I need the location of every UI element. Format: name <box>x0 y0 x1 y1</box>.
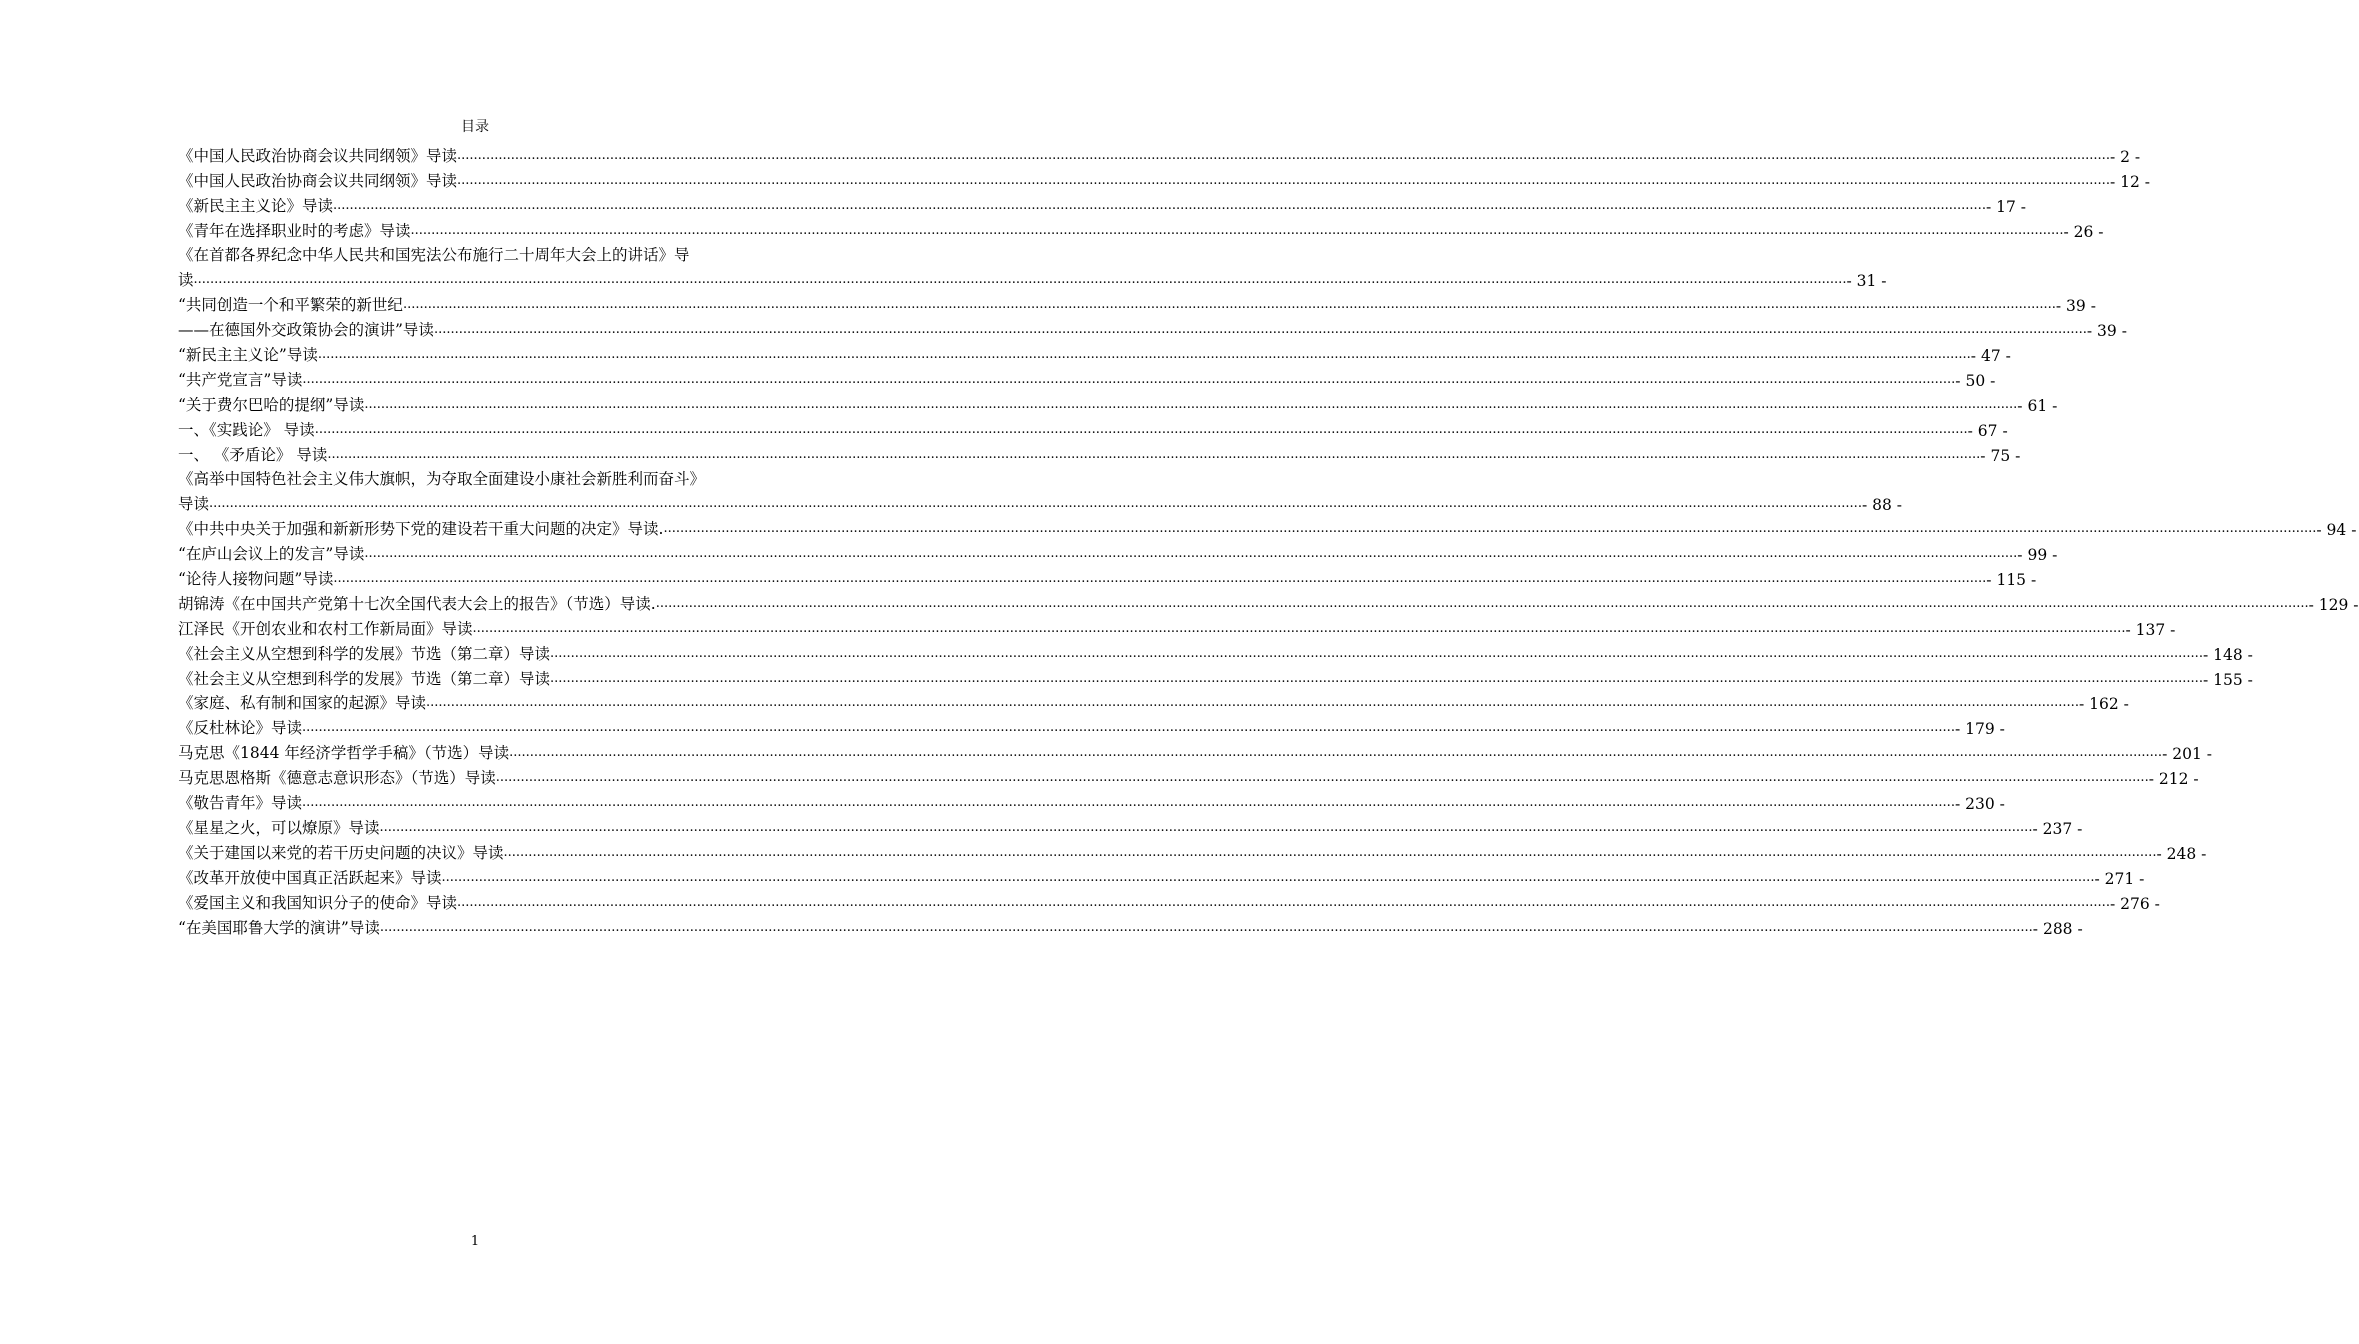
toc-entry-page: - 148 - <box>2202 645 2253 664</box>
toc-entry-page: - 2 - <box>2109 147 2141 166</box>
toc-entry-page: - 88 - <box>1861 496 1903 515</box>
toc-entry-title: 《反杜林论》导读 <box>178 719 303 738</box>
toc-entry-title: 《青年在选择职业时的考虑》导读 <box>178 221 411 240</box>
toc-entry[interactable] <box>178 489 1903 515</box>
toc-entry-title: 读 <box>178 271 194 290</box>
toc-entry-page: - 61 - <box>2017 396 2058 415</box>
toc-entry-title: 《新民主主义论》导读 <box>178 196 334 215</box>
toc-entry[interactable] <box>178 564 2037 590</box>
toc-entry[interactable] <box>178 639 2253 664</box>
toc-entry-title: 《中国人民政治协商会议共同纲领》导读 <box>178 171 458 190</box>
toc-entry-title: 《关于建国以来党的若干历史问题的决议》导读 <box>178 843 504 862</box>
toc-entry-page: - 39 - <box>2086 322 2127 341</box>
toc-dot-leader: ................................................................................................................................................................................................................................................................................................................................................................................................................ <box>327 446 1981 462</box>
toc-entry[interactable] <box>178 539 2058 565</box>
toc-entry-title: 《中共中央关于加强和新新形势下党的建设若干重大问题的决定》导读. <box>178 520 664 539</box>
toc-entry-page: - 75 - <box>1980 446 2021 465</box>
toc-dot-leader: ................................................................................................................................................................................................................................................................................................................................................................................................................ <box>302 720 1955 736</box>
toc-entry-title: 江泽民《开创农业和农村工作新局面》导读 <box>178 619 473 638</box>
toc-entry[interactable] <box>178 216 2104 241</box>
toc-dot-leader: ................................................................................................................................................................................................................................................................................................................................................................................................................ <box>364 546 2018 562</box>
toc-dot-leader: ................................................................................................................................................................................................................................................................................................................................................................................................................ <box>314 421 1968 437</box>
toc-entry[interactable] <box>178 838 2207 863</box>
toc-dot-leader: ................................................................................................................................................................................................................................................................................................................................................................................................................ <box>302 795 1955 811</box>
toc-dot-leader: ................................................................................................................................................................................................................................................................................................................................................................................................................ <box>441 869 2095 885</box>
toc-entry-title: 《星星之火，可以燎原》导读 <box>178 818 380 837</box>
toc-entry-page: - 276 - <box>2109 894 2160 913</box>
toc-entry[interactable] <box>178 265 1887 291</box>
table-of-contents <box>178 141 2359 938</box>
toc-entry-title: 导读 <box>178 495 210 514</box>
toc-entry-page: - 248 - <box>2156 844 2207 863</box>
toc-entry-title: “在庐山会议上的发言”导读 <box>178 545 365 564</box>
toc-entry-title: 《爱国主义和我国知识分子的使命》导读 <box>178 893 458 912</box>
toc-entry[interactable] <box>178 340 2011 366</box>
toc-entry[interactable] <box>178 191 2027 216</box>
toc-entry-page: - 155 - <box>2202 670 2253 689</box>
toc-entry-title: “共产党宣言”导读 <box>178 370 303 389</box>
toc-entry[interactable] <box>178 788 2005 814</box>
toc-entry-title: 一、 《矛盾论》 导读 <box>178 445 328 464</box>
toc-entry[interactable] <box>178 863 2145 888</box>
toc-entry[interactable] <box>178 913 2083 938</box>
toc-entry-page: - 237 - <box>2032 819 2083 838</box>
toc-entry-title: “论待人接物问题”导读 <box>178 570 334 589</box>
toc-entry-title: ——在德国外交政策协会的演讲”导读 <box>178 321 434 340</box>
toc-entry[interactable] <box>178 689 2129 714</box>
toc-dot-leader: ................................................................................................................................................................................................................................................................................................................................................................................................................ <box>550 645 2203 661</box>
toc-entry[interactable] <box>178 315 2127 341</box>
toc-entry[interactable] <box>178 888 2160 913</box>
toc-entry-page: - 212 - <box>2148 770 2199 789</box>
toc-entry[interactable] <box>178 738 2212 764</box>
toc-entry-page: - 17 - <box>1985 197 2027 216</box>
toc-dot-leader: ................................................................................................................................................................................................................................................................................................................................................................................................................ <box>550 670 2203 686</box>
toc-entry-page: - 201 - <box>2162 745 2212 764</box>
page-title: 目录 <box>461 119 489 135</box>
toc-dot-leader: ................................................................................................................................................................................................................................................................................................................................................................................................................ <box>503 844 2157 860</box>
toc-entry-page: - 137 - <box>2125 620 2176 639</box>
toc-entry-title: “在美国耶鲁大学的演讲”导读 <box>178 918 380 937</box>
toc-entry-page: - 39 - <box>2055 297 2096 316</box>
toc-entry-title: 马克思《1844 年经济学哲学手稿》（节选）导读 <box>178 744 510 763</box>
toc-dot-leader: ................................................................................................................................................................................................................................................................................................................................................................................................................ <box>364 396 2018 412</box>
toc-entry-title: 《高举中国特色社会主义伟大旗帜，为夺取全面建设小康社会新胜利而奋斗》 <box>178 470 706 489</box>
toc-dot-leader: ................................................................................................................................................................................................................................................................................................................................................................................................................ <box>495 770 2149 786</box>
toc-dot-leader: ................................................................................................................................................................................................................................................................................................................................................................................................................ <box>457 894 2110 910</box>
toc-entry[interactable] <box>178 365 1996 390</box>
toc-entry[interactable] <box>178 390 2058 415</box>
toc-dot-leader: ................................................................................................................................................................................................................................................................................................................................................................................................................ <box>193 272 1847 288</box>
toc-entry[interactable] <box>178 813 2083 838</box>
toc-dot-leader: ................................................................................................................................................................................................................................................................................................................................................................................................................ <box>333 197 1986 213</box>
toc-entry-title: 《中国人民政治协商会议共同纲领》导读 <box>178 146 458 165</box>
toc-dot-leader: ................................................................................................................................................................................................................................................................................................................................................................................................................ <box>410 222 2064 238</box>
toc-dot-leader: ................................................................................................................................................................................................................................................................................................................................................................................................................ <box>402 297 2056 313</box>
toc-entry[interactable] <box>178 415 2008 440</box>
toc-entry-title: “关于费尔巴哈的提纲”导读 <box>178 395 365 414</box>
toc-entry-title: “共同创造一个和平繁荣的新世纪 <box>178 296 403 315</box>
toc-entry-title: “新民主主义论”导读 <box>178 346 318 365</box>
toc-entry-title: 马克思恩格斯《德意志意识形态》（节选）导读 <box>178 769 496 788</box>
toc-entry[interactable] <box>178 713 2005 739</box>
toc-dot-leader: ................................................................................................................................................................................................................................................................................................................................................................................................................ <box>457 172 2110 188</box>
toc-entry-page: - 230 - <box>1954 795 2005 814</box>
toc-entry[interactable] <box>178 589 2359 614</box>
toc-entry-page: - 179 - <box>1954 720 2005 739</box>
toc-dot-leader: ................................................................................................................................................................................................................................................................................................................................................................................................................ <box>472 620 2126 636</box>
toc-entry-page: - 162 - <box>2078 695 2129 714</box>
toc-entry-page: - 31 - <box>1846 272 1887 291</box>
toc-dot-leader: ................................................................................................................................................................................................................................................................................................................................................................................................................ <box>317 347 1971 363</box>
toc-entry[interactable] <box>178 290 2096 316</box>
toc-entry-title: 胡锦涛《在中国共产党第十七次全国代表大会上的报告》（节选）导读. <box>178 594 656 613</box>
toc-entry[interactable] <box>178 664 2253 689</box>
toc-entry-title: 《改革开放使中国真正活跃起来》导读 <box>178 868 442 887</box>
toc-dot-leader: ................................................................................................................................................................................................................................................................................................................................................................................................................ <box>433 322 2087 338</box>
toc-entry-title: 《社会主义从空想到科学的发展》节选（第二章）导读 <box>178 644 551 663</box>
toc-dot-leader: ................................................................................................................................................................................................................................................................................................................................................................................................................ <box>302 371 1956 387</box>
toc-entry[interactable] <box>178 440 2021 465</box>
toc-entry-page: - 26 - <box>2063 222 2104 241</box>
toc-entry-title: 《社会主义从空想到科学的发展》节选（第二章）导读 <box>178 669 551 688</box>
toc-entry-page: - 271 - <box>2094 869 2145 888</box>
toc-entry-page: - 50 - <box>1955 371 1996 390</box>
toc-entry-page: - 115 - <box>1986 571 2037 590</box>
toc-entry-page: - 47 - <box>1970 347 2011 366</box>
toc-dot-leader: ................................................................................................................................................................................................................................................................................................................................................................................................................ <box>509 745 2163 761</box>
toc-dot-leader: ................................................................................................................................................................................................................................................................................................................................................................................................................ <box>333 571 1987 587</box>
toc-entry-title: 《家庭、私有制和国家的起源》导读 <box>178 694 427 713</box>
toc-entry[interactable] <box>178 763 2199 789</box>
footer-page-number: 1 <box>470 1234 480 1249</box>
toc-entry-page: - 12 - <box>2109 172 2151 191</box>
toc-entry-page: - 288 - <box>2032 919 2083 938</box>
toc-entry[interactable] <box>178 514 2357 540</box>
toc-dot-leader: ................................................................................................................................................................................................................................................................................................................................................................................................................ <box>663 521 2317 537</box>
toc-entry[interactable] <box>178 166 2151 191</box>
toc-entry-page: - 99 - <box>2017 546 2058 565</box>
toc-dot-leader: ................................................................................................................................................................................................................................................................................................................................................................................................................ <box>426 695 2079 711</box>
toc-entry-title: 《敬告青年》导读 <box>178 794 303 813</box>
toc-dot-leader: ................................................................................................................................................................................................................................................................................................................................................................................................................ <box>209 496 1862 512</box>
toc-dot-leader: ................................................................................................................................................................................................................................................................................................................................................................................................................ <box>655 595 2309 611</box>
toc-entry-page: - 94 - <box>2316 521 2357 540</box>
toc-entry-page: - 67 - <box>1967 421 2008 440</box>
toc-dot-leader: ................................................................................................................................................................................................................................................................................................................................................................................................................ <box>457 147 2110 163</box>
toc-entry-title: 《在首都各界纪念中华人民共和国宪法公布施行二十周年大会上的讲话》导 <box>178 246 690 265</box>
toc-dot-leader: ................................................................................................................................................................................................................................................................................................................................................................................................................ <box>379 919 2033 935</box>
toc-entry[interactable] <box>178 614 2176 639</box>
toc-entry-page: - 129 - <box>2308 595 2359 614</box>
toc-entry[interactable] <box>178 241 806 266</box>
toc-entry[interactable] <box>178 465 806 490</box>
toc-entry[interactable] <box>178 141 2141 166</box>
toc-dot-leader: ................................................................................................................................................................................................................................................................................................................................................................................................................ <box>379 819 2033 835</box>
toc-entry-title: 一、《实践论》 导读 <box>178 420 315 439</box>
